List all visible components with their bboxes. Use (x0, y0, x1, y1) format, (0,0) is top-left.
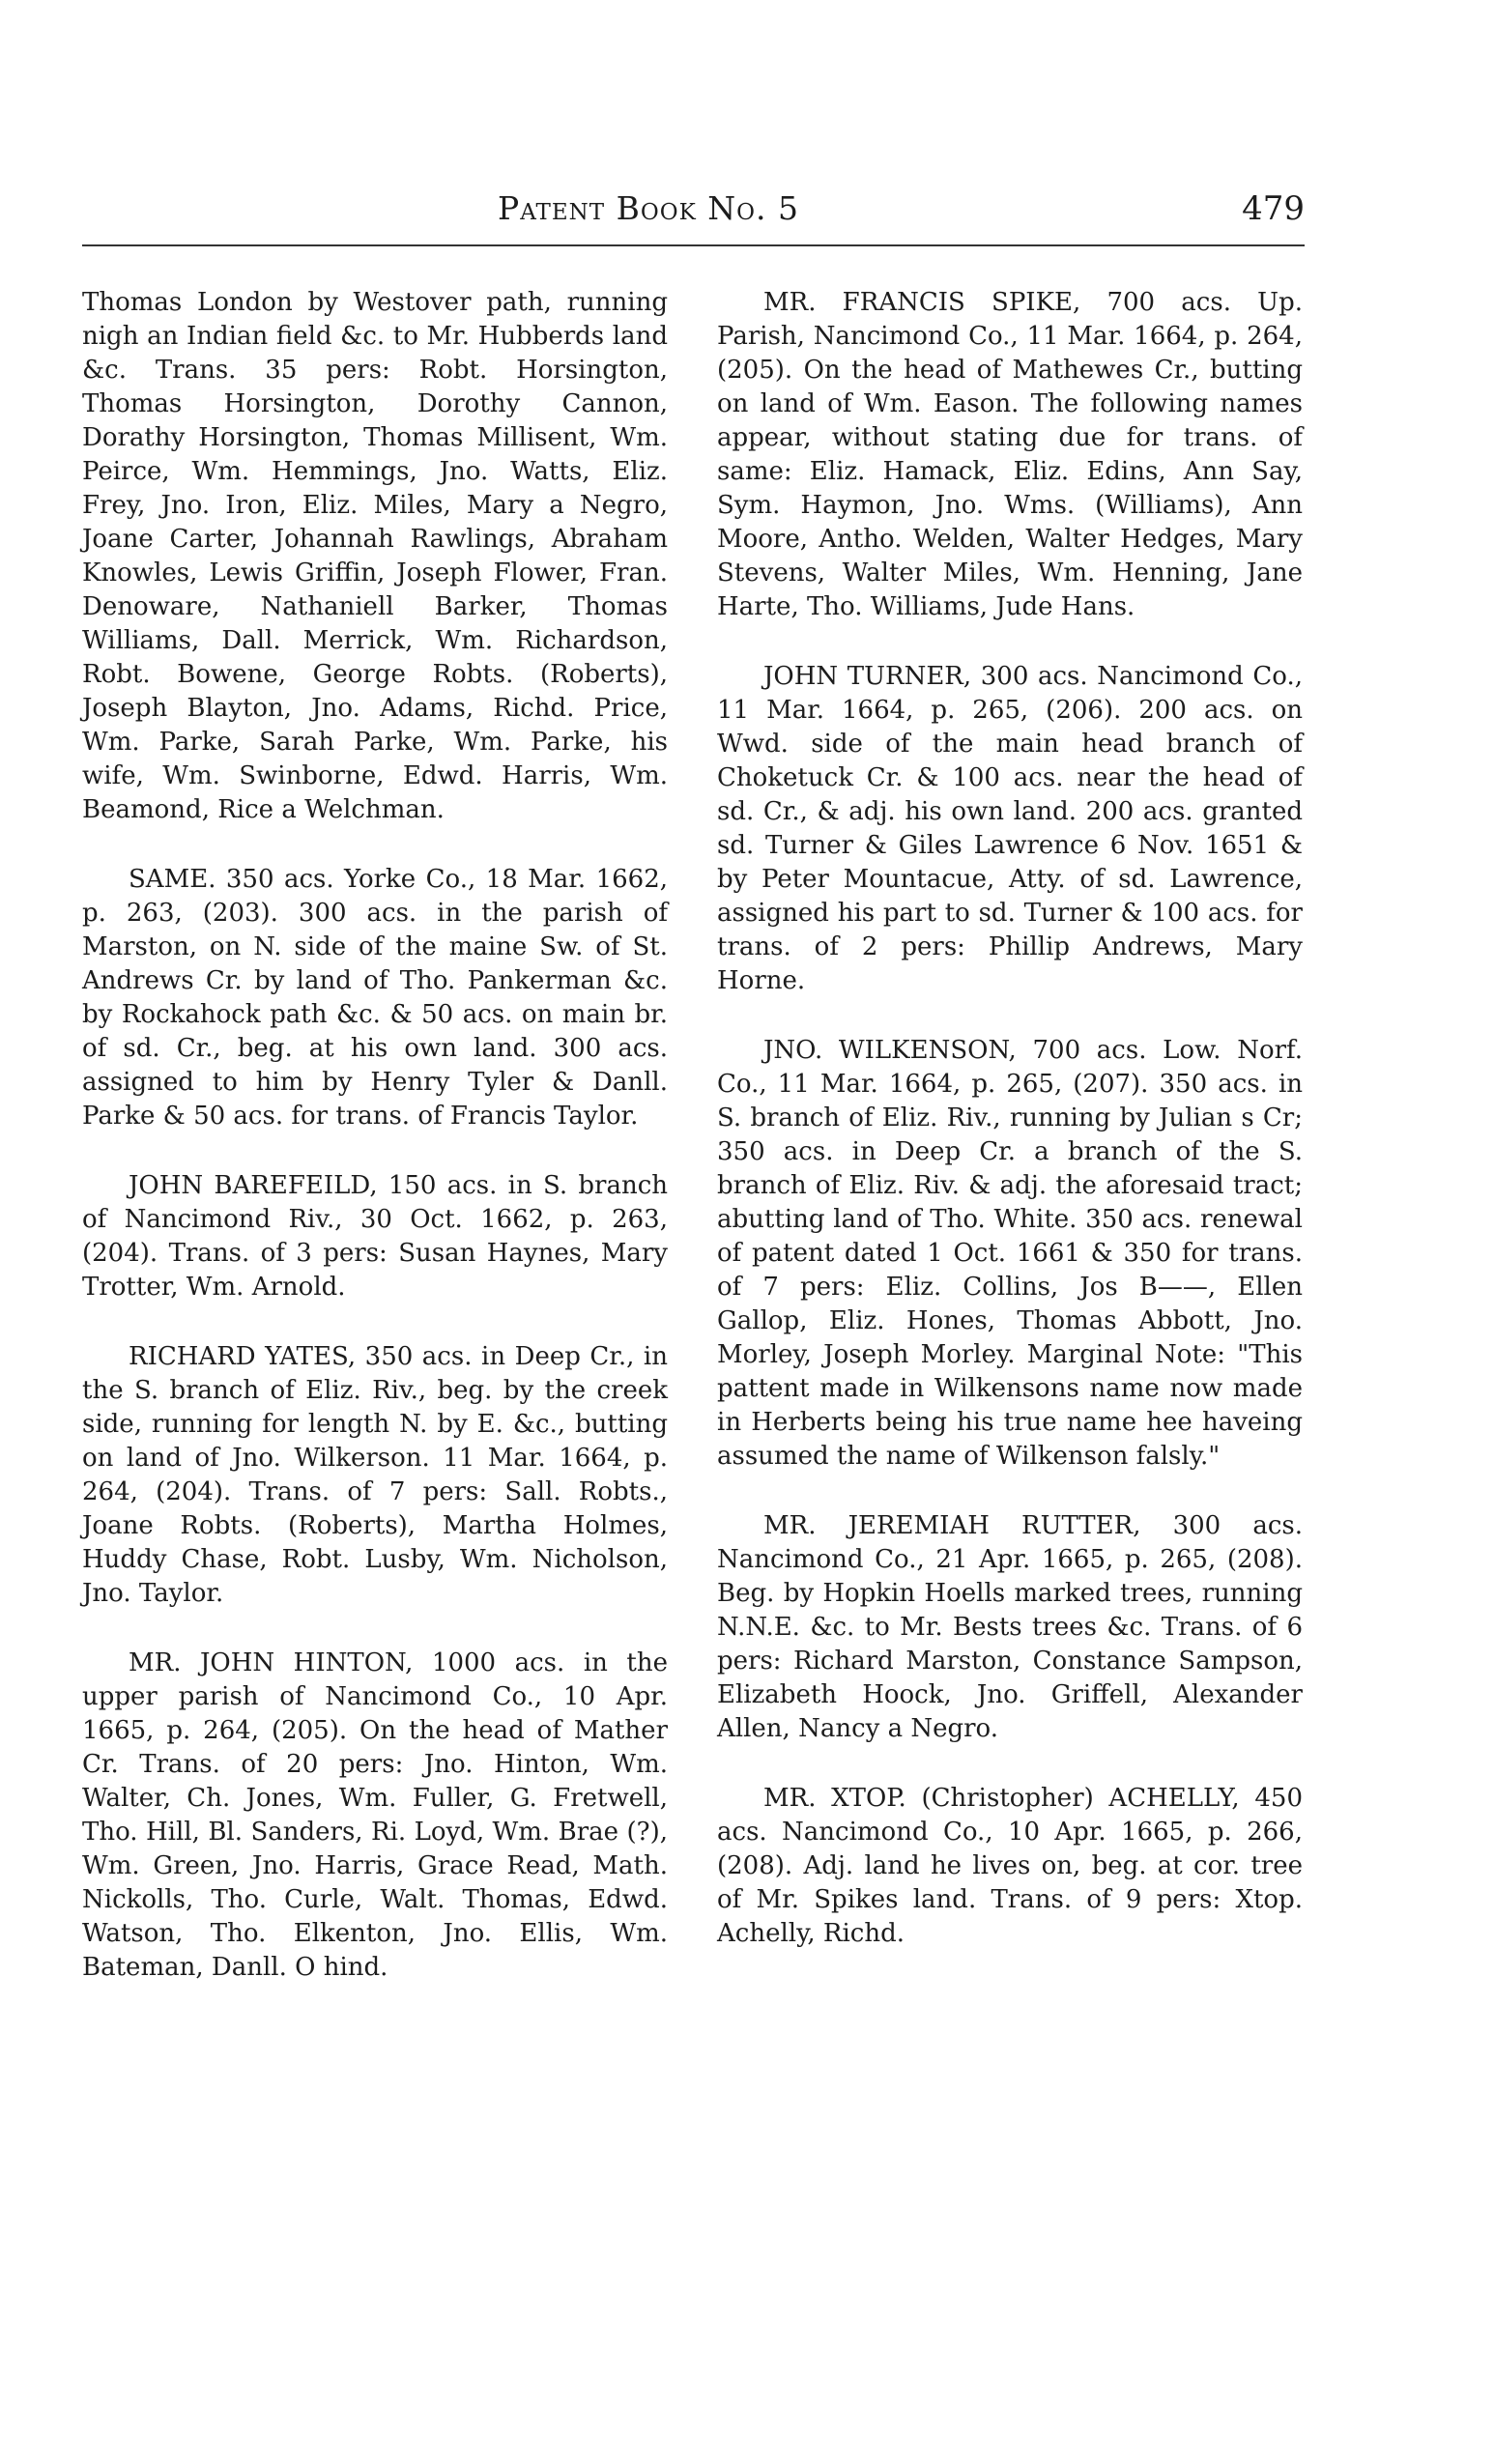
entry: JOHN BAREFEILD, 150 acs. in S. branch of Nancimond Riv., 30 Oct. 1662, p. 263, (204). Trans. of 3 pers: Susan Haynes, Mary Trotter, Wm. Arnold. (82, 1171, 668, 1302)
right-column (717, 286, 1303, 1987)
entry: MR. JEREMIAH RUTTER, 300 acs. Nancimond Co., 21 Apr. 1665, p. 265, (208). Beg. by Hopkin Hoells marked trees, running N.N.E. &c. to Mr. Bests trees &c. Trans. of 6 pers: Richard Marston, Constance Sampson, Elizabeth Hoock, Jno. Griffell, Alexander Allen, Nancy a Negro. (717, 1511, 1303, 1743)
entry: JOHN TURNER, 300 acs. Nancimond Co., 11 Mar. 1664, p. 265, (206). 200 acs. on Wwd. side of the main head branch of Choketuck Cr. & 100 acs. near the head of sd. Cr., & adj. his own land. 200 acs. granted sd. Turner & Giles Lawrence 6 Nov. 1651 & by Peter Mountacue, Atty. of sd. Lawrence, assigned his part to sd. Turner & 100 acs. for trans. of 2 pers: Phillip Andrews, Mary Horne. (717, 662, 1303, 995)
entry: JNO. WILKENSON, 700 acs. Low. Norf. Co., 11 Mar. 1664, p. 265, (207). 350 acs. in S. branch of Eliz. Riv., running by Julian s Cr; 350 acs. in Deep Cr. a branch of the S. branch of Eliz. Riv. & adj. the aforesaid tract; abutting land of Tho. White. 350 acs. renewal of patent dated 1 Oct. 1661 & 350 for trans. of 7 pers: Eliz. Collins, Jos B——, Ellen Gallop, Eliz. Hones, Thomas Abbott, Jno. Morley, Joseph Morley. Marginal Note: "This pattent made in Wilkensons name now made in Herberts being his true name hee haveing assumed the name of Wilkenson falsly." (717, 1036, 1303, 1471)
entry: MR. XTOP. (Christopher) ACHELLY, 450 acs. Nancimond Co., 10 Apr. 1665, p. 266, (208). Adj. land he lives on, beg. at cor. tree of Mr. Spikes land. Trans. of 9 pers: Xtop. Achelly, Richd. (717, 1784, 1303, 1948)
entry-continued: Thomas London by Westover path, running nigh an Indian field &c. to Mr. Hubberds land &c. Trans. 35 pers: Robt. Horsington, Thomas Horsington, Dorothy Cannon, Dorathy Horsington, Thomas Millisent, Wm. Peirce, Wm. Hemmings, Jno. Watts, Eliz. Frey, Jno. Iron, Eliz. Miles, Mary a Negro, Joane Carter, Johannah Rawlings, Abraham Knowles, Lewis Griffin, Joseph Flower, Fran. Denoware, Nathaniell Barker, Thomas Williams, Dall. Merrick, Wm. Richardson, Robt. Bowene, George Robts. (Roberts), Joseph Blayton, Jno. Adams, Richd. Price, Wm. Parke, Sarah Parke, Wm. Parke, his wife, Wm. Swinborne, Edwd. Harris, Wm. Beamond, Rice a Welchman. (82, 288, 668, 824)
header-rule (82, 244, 1305, 246)
page-number: 479 (1242, 189, 1305, 228)
entry: SAME. 350 acs. Yorke Co., 18 Mar. 1662, p. 263, (203). 300 acs. in the parish of Marston, on N. side of the maine Sw. of St. Andrews Cr. by land of Tho. Pankerman &c. by Rockahock path &c. & 50 acs. on main br. of sd. Cr., beg. at his own land. 300 acs. assigned to him by Henry Tyler & Danll. Parke & 50 acs. for trans. of Francis Taylor. (82, 865, 668, 1131)
page-header (82, 174, 1305, 242)
running-head: Patent Book No. 5 (498, 189, 799, 227)
entry: MR. FRANCIS SPIKE, 700 acs. Up. Parish, Nancimond Co., 11 Mar. 1664, p. 264, (205). On the head of Mathewes Cr., butting on land of Wm. Eason. The following names appear, without stating due for trans. of same: Eliz. Hamack, Eliz. Edins, Ann Say, Sym. Haymon, Jno. Wms. (Williams), Ann Moore, Antho. Welden, Walter Hedges, Mary Stevens, Walter Miles, Wm. Henning, Jane Harte, Tho. Williams, Jude Hans. (717, 288, 1303, 621)
entry: MR. JOHN HINTON, 1000 acs. in the upper parish of Nancimond Co., 10 Apr. 1665, p. 264, (205). On the head of Mather Cr. Trans. of 20 pers: Jno. Hinton, Wm. Walter, Ch. Jones, Wm. Fuller, G. Fretwell, Tho. Hill, Bl. Sanders, Ri. Loyd, Wm. Brae (?), Wm. Green, Jno. Harris, Grace Read, Math. Nickolls, Tho. Curle, Walt. Thomas, Edwd. Watson, Tho. Elkenton, Jno. Ellis, Wm. Bateman, Danll. O hind. (82, 1648, 668, 1982)
left-column (82, 286, 668, 2020)
entry: RICHARD YATES, 350 acs. in Deep Cr., in the S. branch of Eliz. Riv., beg. by the creek side, running for length N. by E. &c., butting on land of Jno. Wilkerson. 11 Mar. 1664, p. 264, (204). Trans. of 7 pers: Sall. Robts., Joane Robts. (Roberts), Martha Holmes, Huddy Chase, Robt. Lusby, Wm. Nicholson, Jno. Taylor. (82, 1342, 668, 1608)
